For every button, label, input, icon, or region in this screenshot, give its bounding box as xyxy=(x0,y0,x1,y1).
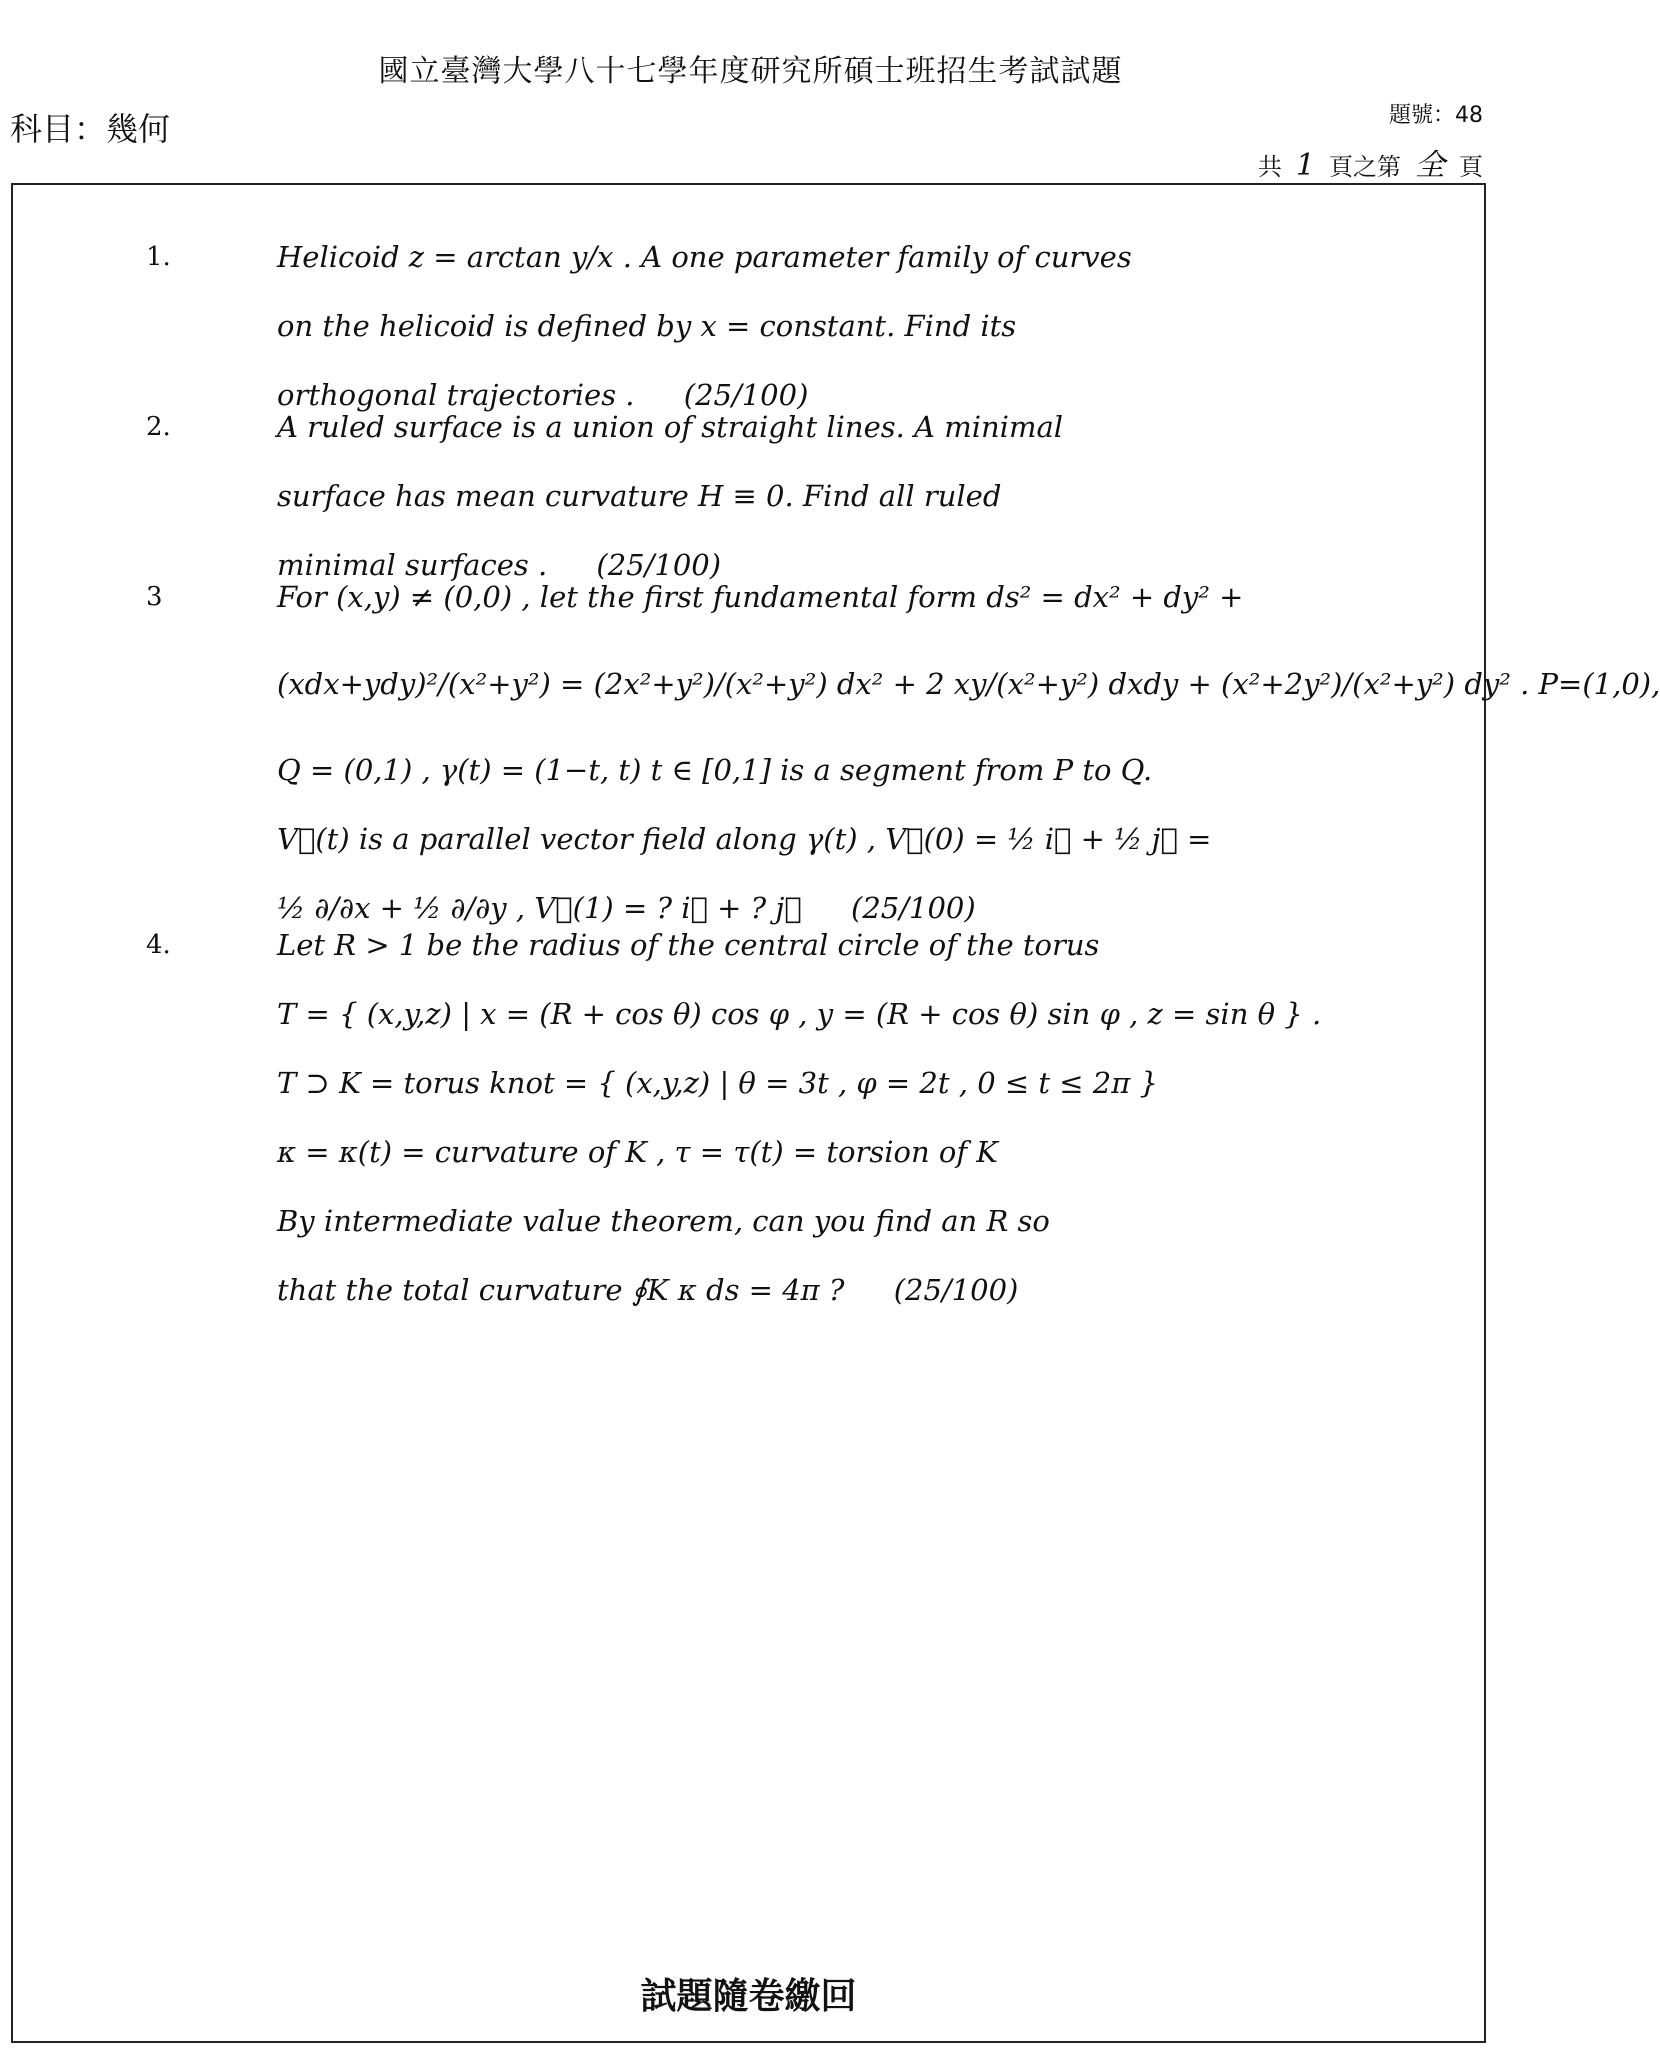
question-score: (25/100) xyxy=(683,378,809,412)
page-info-total: 1 xyxy=(1295,148,1315,183)
question-line: surface has mean curvature H ≡ 0. Find all ruled xyxy=(277,479,1002,513)
question-line: T = { (x,y,z) | x = (R + cos θ) cos φ , y = (R + cos θ) sin φ , z = sin θ } . xyxy=(277,997,1322,1031)
exam-number: 題號：48 xyxy=(1389,103,1483,128)
question-line: κ = κ(t) = curvature of K , τ = τ(t) = torsion of K xyxy=(277,1135,998,1169)
question-line: V⃗(t) is a parallel vector field along γ(t) , V⃗(0) = ½ i⃗ + ½ j⃗ = xyxy=(277,822,1212,856)
question-line: A ruled surface is a union of straight lines. A minimal xyxy=(277,410,1064,444)
question-line: orthogonal trajectories . xyxy=(277,378,635,412)
question-line: For (x,y) ≠ (0,0) , let the first fundamental form ds² = dx² + dy² + xyxy=(277,580,1244,614)
question-line: T ⊃ K = torus knot = { (x,y,z) | θ = 3t , φ = 2t , 0 ≤ t ≤ 2π } xyxy=(277,1066,1158,1100)
question-number: 1. xyxy=(146,242,171,272)
question-line: Let R > 1 be the radius of the central circle of the torus xyxy=(277,928,1100,962)
page-info-current: 全 xyxy=(1415,148,1445,183)
question-number: 3 xyxy=(146,582,163,612)
answer-frame xyxy=(11,183,1660,2043)
page-info xyxy=(1258,140,1483,184)
exam-title: 國立臺灣大學八十七學年度研究所碩士班招生考試試題 xyxy=(378,54,1123,89)
question-score: (25/100) xyxy=(596,548,722,582)
question-line: minimal surfaces . xyxy=(277,548,548,582)
page-info-suffix: 頁 xyxy=(1459,153,1483,181)
page-info-middle: 頁之第 xyxy=(1329,153,1401,181)
question-score: (25/100) xyxy=(893,1273,1019,1307)
question-line: on the helicoid is defined by x = constant. Find its xyxy=(277,309,1017,343)
question-line: ½ ∂/∂x + ½ ∂/∂y , V⃗(1) = ? i⃗ + ? j⃗ xyxy=(277,891,802,925)
question-line: Q = (0,1) , γ(t) = (1−t, t) t ∈ [0,1] is a segment from P to Q. xyxy=(277,753,1153,787)
footer-note: 試題隨卷繳回 xyxy=(640,1975,857,2017)
question-score: (25/100) xyxy=(851,891,976,925)
question-line: (xdx+ydy)²/(x²+y²) = (2x²+y²)/(x²+y²) dx² + 2 xy/(x²+y²) dxdy + (x²+2y²)/(x²+y²) dy² . P=(1,0), xyxy=(277,667,1660,701)
question-line: By intermediate value theorem, can you find an R so xyxy=(277,1204,1050,1238)
question-line: Helicoid z = arctan y/x . A one parameter family of curves xyxy=(277,240,1132,274)
question-number: 2. xyxy=(146,412,171,442)
page-info-prefix: 共 xyxy=(1257,153,1282,181)
question-number: 4. xyxy=(146,930,171,960)
subject-label: 科目：幾何 xyxy=(10,110,171,148)
question-line: that the total curvature ∮K κ ds = 4π ? xyxy=(277,1273,845,1307)
